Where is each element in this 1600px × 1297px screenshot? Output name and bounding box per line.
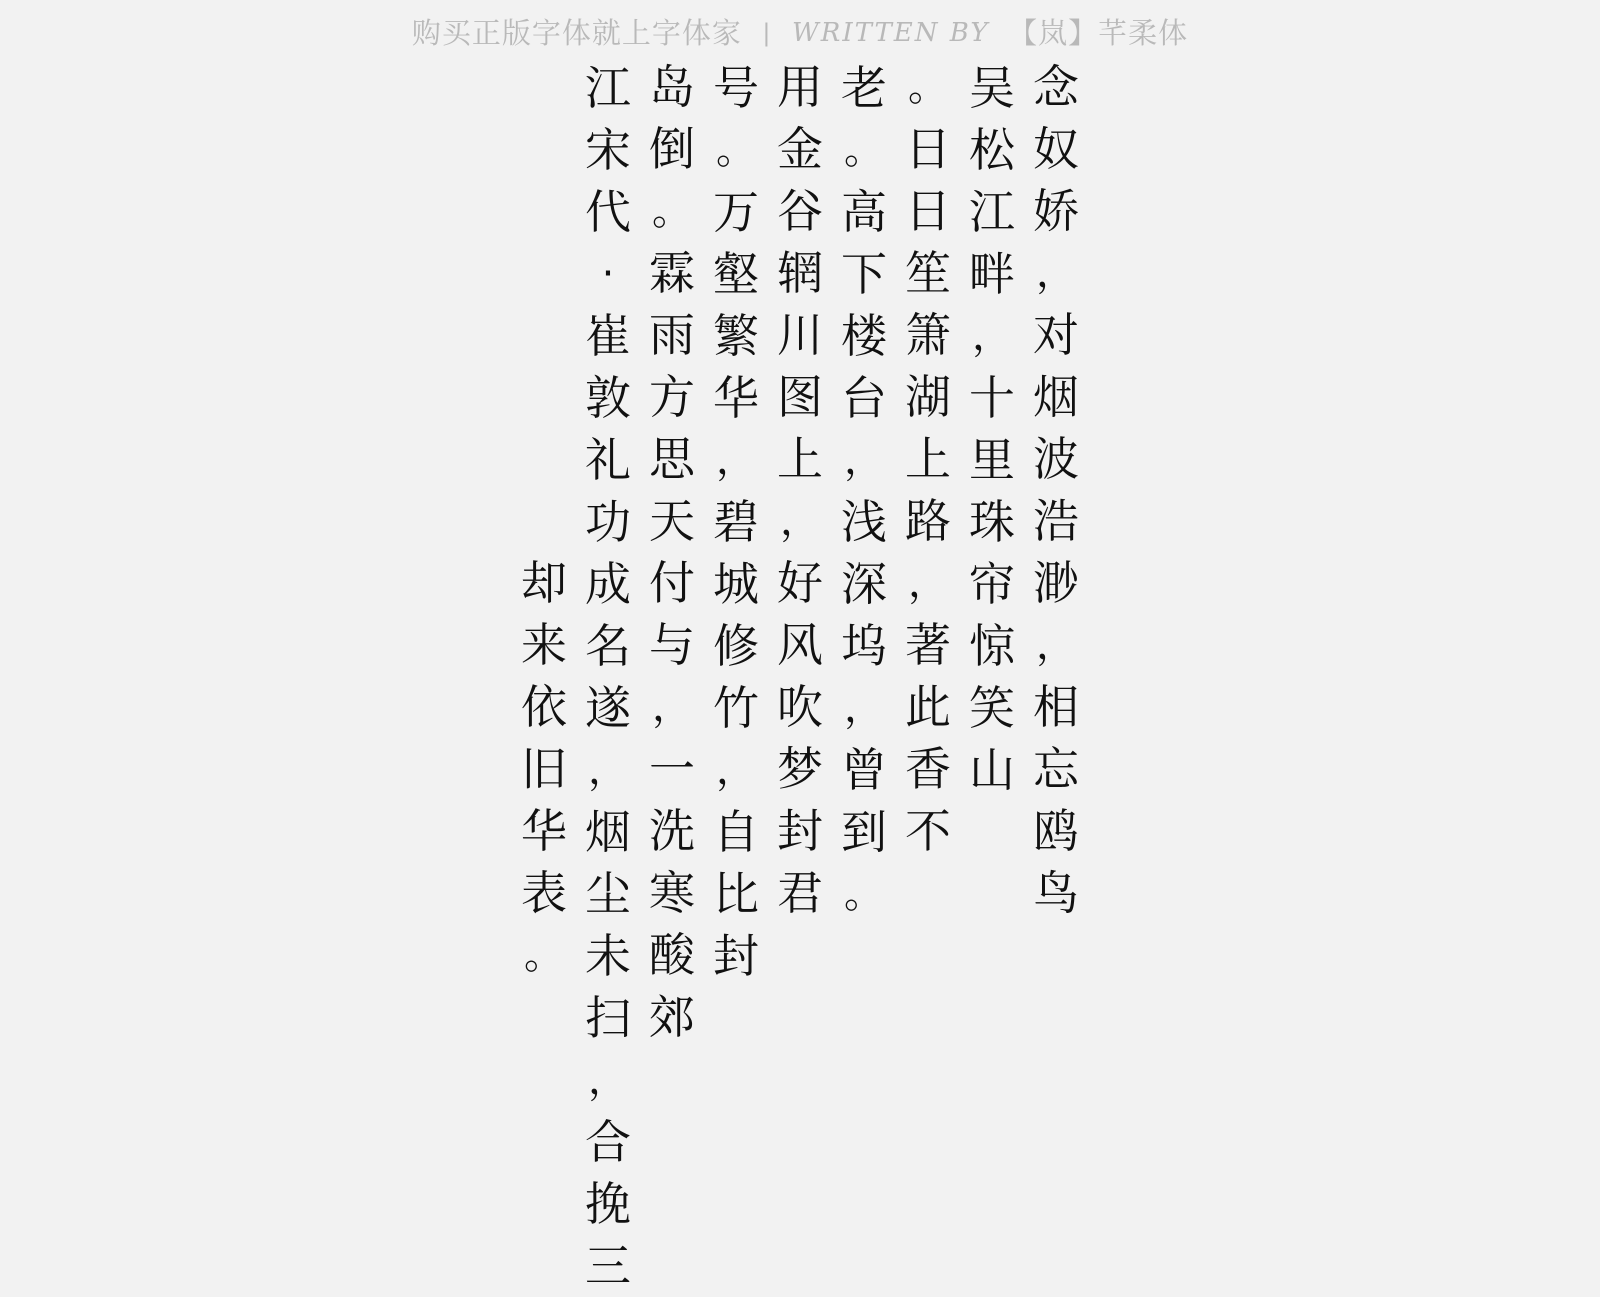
poem-character xyxy=(512,242,576,304)
poem-character: 上 xyxy=(905,432,951,486)
poem-character: 。 xyxy=(524,932,564,978)
poem-character: 。 xyxy=(652,188,692,234)
poem-character: 楼 xyxy=(841,309,887,363)
poem-character: 谷 xyxy=(777,184,823,238)
poem-character: 畔 xyxy=(969,247,1015,301)
poem-character: 吴 xyxy=(969,61,1015,115)
poem-character: 号 xyxy=(713,61,759,115)
poem-character: 碧 xyxy=(713,495,759,549)
poem-character: 比 xyxy=(713,867,759,921)
poem-character: 修 xyxy=(713,619,759,673)
poem-character xyxy=(512,304,576,366)
poem-character: 珠 xyxy=(969,495,1015,549)
poem-character: 一 xyxy=(649,742,695,796)
poem-character: 相 xyxy=(1033,680,1079,734)
poem-character: 曾 xyxy=(841,743,887,797)
poem-character: 深 xyxy=(841,557,887,611)
poem-character: 著 xyxy=(905,618,951,672)
font-brand-label: 【岚】芊柔体 xyxy=(1008,15,1189,50)
poem-character: ， xyxy=(716,437,756,483)
poem-character: 倒 xyxy=(649,122,695,176)
poem-character: 君 xyxy=(777,866,823,920)
poem-column xyxy=(512,56,576,986)
poem-character: 。 xyxy=(844,127,884,173)
poem-character: ， xyxy=(1036,622,1076,668)
poem-character: 功 xyxy=(585,495,631,549)
poem-character: 不 xyxy=(905,804,951,858)
poem-character: 十 xyxy=(969,371,1015,425)
poem-character: 思 xyxy=(649,432,695,486)
poem-character: 三 xyxy=(585,1239,631,1293)
poem-character: 高 xyxy=(841,185,887,239)
poem-character: 敦 xyxy=(585,371,631,425)
poem-character xyxy=(512,428,576,490)
poem-character: 日 xyxy=(905,184,951,238)
poem-character: 礼 xyxy=(585,433,631,487)
poem-character: 岛 xyxy=(649,60,695,114)
poem-column xyxy=(960,56,1024,800)
poem-character xyxy=(512,118,576,180)
poem-character: 江 xyxy=(969,185,1015,239)
poem-column xyxy=(704,56,768,986)
poem-character: · xyxy=(601,251,615,297)
poem-character: 壑 xyxy=(713,247,759,301)
poem-character xyxy=(512,490,576,552)
poem-character: 未 xyxy=(585,929,631,983)
poem-character: 浩 xyxy=(1033,494,1079,548)
poem-character: 来 xyxy=(521,618,567,672)
poem-column xyxy=(1024,56,1088,924)
poem-character: 宋 xyxy=(585,123,631,177)
poem-character: 天 xyxy=(649,494,695,548)
poem-character: 波 xyxy=(1033,432,1079,486)
poem-character: 。 xyxy=(716,127,756,173)
poem-character: 挽 xyxy=(585,1177,631,1231)
poem-character: 奴 xyxy=(1033,122,1079,176)
poem-character: 浅 xyxy=(841,495,887,549)
poem-character: 笙 xyxy=(905,246,951,300)
poem-character: 。 xyxy=(844,871,884,917)
vertical-poem-grid xyxy=(0,56,1600,1293)
poem-character: ， xyxy=(652,684,692,730)
poem-column xyxy=(896,56,960,862)
poem-character: 却 xyxy=(521,556,567,610)
poem-character: 自 xyxy=(713,805,759,859)
poem-character: 好 xyxy=(777,556,823,610)
poem-character: 日 xyxy=(905,122,951,176)
poem-character xyxy=(512,56,576,118)
poem-character: ， xyxy=(1036,250,1076,296)
poem-character: 江 xyxy=(585,61,631,115)
poem-character: ， xyxy=(908,560,948,606)
poem-character: 付 xyxy=(649,556,695,610)
poem-character: 惊 xyxy=(969,619,1015,673)
poem-character: 名 xyxy=(585,619,631,673)
poem-character: 。 xyxy=(908,64,948,110)
poem-character: 鸥 xyxy=(1033,804,1079,858)
poem-character: 封 xyxy=(713,929,759,983)
poem-character: 合 xyxy=(585,1115,631,1169)
poem-character: 万 xyxy=(713,185,759,239)
poem-character: 里 xyxy=(969,433,1015,487)
poem-character: 香 xyxy=(905,742,951,796)
poem-character: 山 xyxy=(969,743,1015,797)
poem-character: 城 xyxy=(713,557,759,611)
poem-character: ， xyxy=(780,498,820,544)
poem-character: 崔 xyxy=(585,309,631,363)
poem-character: 华 xyxy=(521,804,567,858)
poem-character: 渺 xyxy=(1033,556,1079,610)
poem-character: 娇 xyxy=(1033,184,1079,238)
poem-character: 此 xyxy=(905,680,951,734)
poem-character xyxy=(512,366,576,428)
poem-character: 用 xyxy=(777,60,823,114)
poem-character: 风 xyxy=(777,618,823,672)
poem-character: 路 xyxy=(905,494,951,548)
poem-character: 尘 xyxy=(585,867,631,921)
poem-character: 繁 xyxy=(713,309,759,363)
watermark-separator: | xyxy=(762,18,772,47)
poem-character: 华 xyxy=(713,371,759,425)
poem-character: 湖 xyxy=(905,370,951,424)
poem-character: 台 xyxy=(841,371,887,425)
poem-character: 下 xyxy=(841,247,887,301)
poem-character: ， xyxy=(716,747,756,793)
poem-character: 金 xyxy=(777,122,823,176)
poem-character: 吹 xyxy=(777,680,823,734)
poem-character: 成 xyxy=(585,557,631,611)
poem-character: 封 xyxy=(777,804,823,858)
poem-character: 梦 xyxy=(777,742,823,796)
poem-column xyxy=(640,56,704,1048)
poem-column xyxy=(576,56,640,1296)
poem-character: ， xyxy=(844,685,884,731)
poem-character: 依 xyxy=(521,680,567,734)
poem-character: 竹 xyxy=(713,681,759,735)
poem-character: 与 xyxy=(649,618,695,672)
poem-character: 鸟 xyxy=(1033,866,1079,920)
poem-character: 帘 xyxy=(969,557,1015,611)
poem-character: 烟 xyxy=(1033,370,1079,424)
poem-character: 老 xyxy=(841,61,887,115)
poem-column xyxy=(832,56,896,924)
poem-character: 洗 xyxy=(649,804,695,858)
poem-character: 念 xyxy=(1033,60,1079,114)
poem-character: 表 xyxy=(521,866,567,920)
poem-character: 烟 xyxy=(585,805,631,859)
poem-character: 图 xyxy=(777,370,823,424)
poem-character: 对 xyxy=(1033,308,1079,362)
poem-character: 上 xyxy=(777,432,823,486)
poem-character: 雨 xyxy=(649,308,695,362)
poem-character: ， xyxy=(588,747,628,793)
poem-character: 笑 xyxy=(969,681,1015,735)
poem-character: 遂 xyxy=(585,681,631,735)
poem-character: 郊 xyxy=(649,990,695,1044)
poem-character: 方 xyxy=(649,370,695,424)
poem-character: 忘 xyxy=(1033,742,1079,796)
poem-character: 辋 xyxy=(777,246,823,300)
poem-character: 旧 xyxy=(521,742,567,796)
poem-character: ， xyxy=(588,1057,628,1103)
watermark-header xyxy=(0,14,1600,51)
poem-character: 川 xyxy=(777,308,823,362)
poem-character: 扫 xyxy=(585,991,631,1045)
poem-character: 霖 xyxy=(649,246,695,300)
poem-character: 寒 xyxy=(649,866,695,920)
watermark-text: 购买正版字体就上字体家 xyxy=(411,15,742,50)
poem-character: ， xyxy=(972,313,1012,359)
poem-character: 坞 xyxy=(841,619,887,673)
poem-character xyxy=(512,180,576,242)
poem-character: 酸 xyxy=(649,928,695,982)
written-by-label: WRITTEN BY xyxy=(792,17,990,48)
poem-character: 代 xyxy=(585,185,631,239)
poem-character: 到 xyxy=(841,805,887,859)
poem-character: ， xyxy=(844,437,884,483)
poem-character: 松 xyxy=(969,123,1015,177)
poem-column xyxy=(768,56,832,924)
poem-character: 箫 xyxy=(905,308,951,362)
